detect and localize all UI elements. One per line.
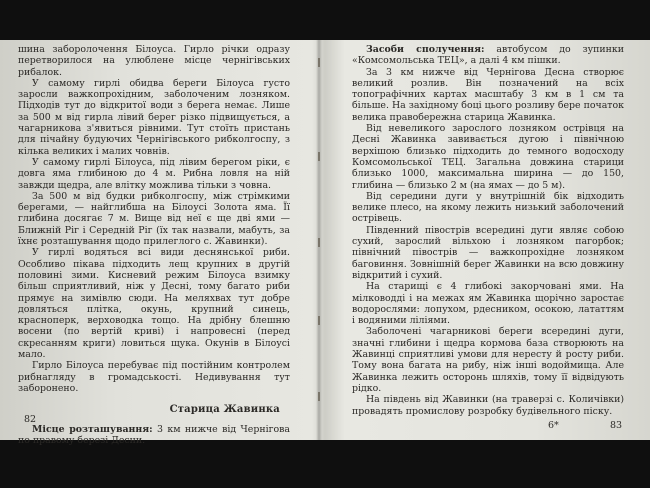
binding-stitch (318, 238, 320, 247)
transport-paragraph (352, 44, 624, 67)
paragraph: У самому гирлі Білоуса, під лівим берегом ріки, є довга яма глибиною до 4 м. Рибна ловля на ній завжди щедра, але влітку можлива тільки з човна. (18, 156, 290, 191)
right-page (352, 44, 624, 417)
location-label: Місце розташування: (32, 423, 153, 435)
binding-stitch (318, 316, 320, 325)
binding-stitch (318, 58, 320, 67)
page-number-left: 82 (24, 414, 37, 425)
transport-label: Засоби сполучення: (366, 44, 485, 55)
paragraph: У самому гирлі обидва береги Білоуса густо заросли важкопрохідним, заболоченим лозняком. Підходів тут до відкритої води з берега немає. Лише за 500 м від гирла лівий берег різко підвищується, а чагарникова з'явиться рівними. Тут стоїть пристань для пічайну будуючих Чернігівського рибколгоспу, з кілька великих і малих човнів. (18, 77, 290, 157)
paragraph: Гирло Білоуса перебуває під постійним контролем рибнагляду в громадськості. Недивування тут заборонено. (18, 360, 290, 394)
left-page (18, 44, 290, 446)
paragraph: Заболочені чагарникові береги всередині дуги, значні глибини і щедра кормова база створюють на Жавинці сприятливі умови для нересту й росту риби. Тому вона багата на рибу, ніж інші водоймища. Але Жавинка лежить осторонь шляхів, тому її відвідують рідко. (352, 326, 624, 394)
paragraph: Південний півострів всередині дуги являє собою сухий, зарослий вільхою і лозняком пагорбок; північний півострів — важкопрохідне лозняком баговиння. Зовнішній берег Жавинки на всю довжину відкритий і сухий. (352, 224, 624, 281)
binding-stitch (318, 392, 320, 401)
paragraph: За 3 км нижче від Чернігова Десна створює великий розлив. Він позначений на всіх топографічних картах масштабу 3 км в 1 см та більше. На західному боці цього розливу бере початок велика правобережна старица Жавинка. (352, 66, 624, 123)
transport-text: автобусом до зупинки «Комсомольська ТЕЦ», а далі 4 км пішки. (352, 44, 625, 67)
paragraph: шина заборолочення Білоуса. Гирло річки одразу перетворилося на улюблене місце чернігівських рибалок. (18, 44, 290, 78)
page-number-right: 83 (610, 420, 623, 431)
binding-stitch (318, 152, 320, 161)
paragraph: Від невеликого зарослого лозняком острівця на Десні Жавинка завивається дугою і північною верхішою близько підходить до темного водосходу Комсомольської ТЕЦ. Загальна довжина старици близько 1000, максимальна ширина — до 150, глибина — близько 2 м (на ямах — до 5 м). (352, 123, 624, 191)
signature-mark: 6* (548, 420, 559, 431)
location-paragraph (18, 424, 290, 447)
paragraph: На південь від Жавинки (на траверзі с. Количівки) провадять промислову розробку будівельного піску. (352, 394, 624, 417)
location-text: 3 км нижче від Чернігова по правому березі Десни. (18, 423, 290, 446)
paragraph: У гирлі водяться всі види деснянської риби. Особливо пікава підходить лещ крупних в другій половині зими. Кисневий режим Білоуса взимку більш сприятливий, ніж у Десні, тому багато риби прямує на зимівлю сюди. На меляхвах тут добре довляться плітка, окунь, крупний синець, красноперк, верховодка тощо. На дрібну блешню восени (по вертій криві) і напровесні (перед скресанням криги) ловиться щука. Окунів в Білоусі мало. (18, 247, 290, 361)
paragraph: За 500 м від будки рибколгоспу, між стрімкими берегами, — найглибша на Білоусі Золота яма. Її глибина досягає 7 м. Вище від неї є ще дві ями — Ближній Ріг і Середній Ріг (їх так назвали, мабуть, за їхнє розташування щодо прилеглого с. Жавинки). (18, 190, 290, 248)
paragraph: На старищі є 4 глибокі закорчовані ями. На мілководді і на межах ям Жавинка щорічно заростає водорослями: лопухом, рдесником, осокою, лататтям і водяними ліліями. (352, 281, 624, 327)
section-title: Старица Жавинка (169, 404, 280, 416)
paragraph: Від середини дуги у внутрішній бік відходить велике плесо, на якому лежить низький заболочений острівець. (352, 190, 624, 225)
